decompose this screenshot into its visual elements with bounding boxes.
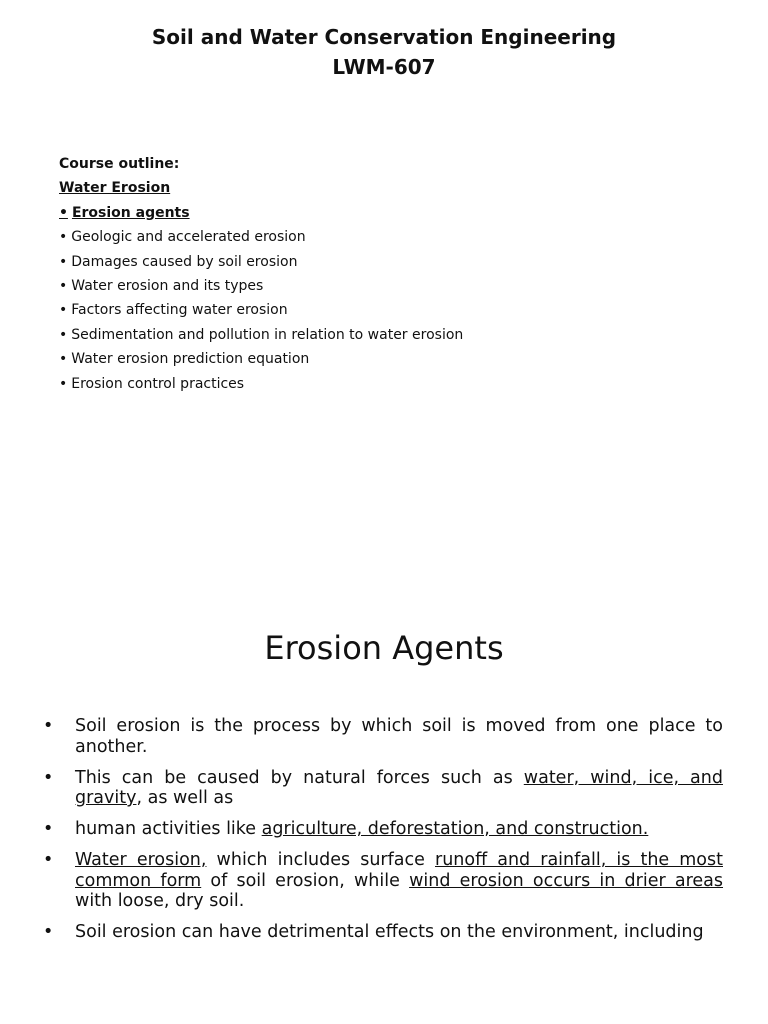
bullet-icon: •	[43, 922, 54, 942]
bullet-icon: •	[43, 819, 54, 839]
bullet-text	[75, 850, 723, 912]
course-title	[0, 22, 768, 82]
bullet-text: Soil erosion can have detrimental effects on the environment, including	[75, 922, 704, 942]
text-run: which includes surface	[206, 850, 435, 870]
outline-item: • Damages caused by soil erosion	[59, 250, 463, 274]
slide-title: Erosion Agents	[264, 629, 504, 667]
bullet-item	[43, 850, 723, 912]
underlined-text: wind erosion occurs in drier areas	[409, 870, 724, 891]
course-code: LWM-607	[332, 55, 436, 79]
underlined-text: agriculture, deforestation, and construction.	[261, 819, 649, 839]
outline-item: • Geologic and accelerated erosion	[59, 225, 463, 249]
bullet-text	[75, 819, 723, 840]
underlined-text: water, wind, ice, and gravity	[75, 767, 723, 808]
bullet-item	[43, 922, 723, 943]
text-run: , as well as	[136, 788, 234, 808]
underlined-text: runoff and rainfall, is the most common form	[75, 850, 723, 891]
outline-item: • Water erosion and its types	[59, 274, 463, 298]
outline-current-item: • Erosion agents	[59, 201, 463, 225]
bullet-icon: •	[43, 767, 54, 788]
bullet-icon: •	[43, 716, 54, 736]
bullet-text	[75, 768, 723, 809]
outline-item: • Sedimentation and pollution in relation to water erosion	[59, 323, 463, 347]
outline-item: • Erosion control practices	[59, 372, 463, 396]
course-title-line1: Soil and Water Conservation Engineering	[151, 25, 617, 49]
bullet-list	[43, 716, 723, 953]
outline-item: • Factors affecting water erosion	[59, 298, 463, 322]
outline-section: Water Erosion	[59, 180, 171, 197]
bullet-item	[43, 819, 723, 840]
bullet-item	[43, 716, 723, 757]
underlined-text: Water erosion,	[75, 850, 207, 870]
outline-heading: Course outline:	[59, 156, 180, 172]
text-run: with loose, dry soil.	[75, 891, 245, 911]
bullet-item	[43, 768, 723, 809]
bullet-icon: •	[43, 850, 54, 870]
text-run: of soil erosion, while	[201, 870, 410, 891]
outline-item: • Water erosion prediction equation	[59, 347, 463, 371]
text-run: human activities like	[75, 819, 262, 839]
course-outline	[59, 152, 463, 396]
text-run: This can be caused by natural forces such as	[75, 767, 524, 788]
bullet-text: Soil erosion is the process by which soil is moved from one place to another.	[75, 716, 723, 757]
